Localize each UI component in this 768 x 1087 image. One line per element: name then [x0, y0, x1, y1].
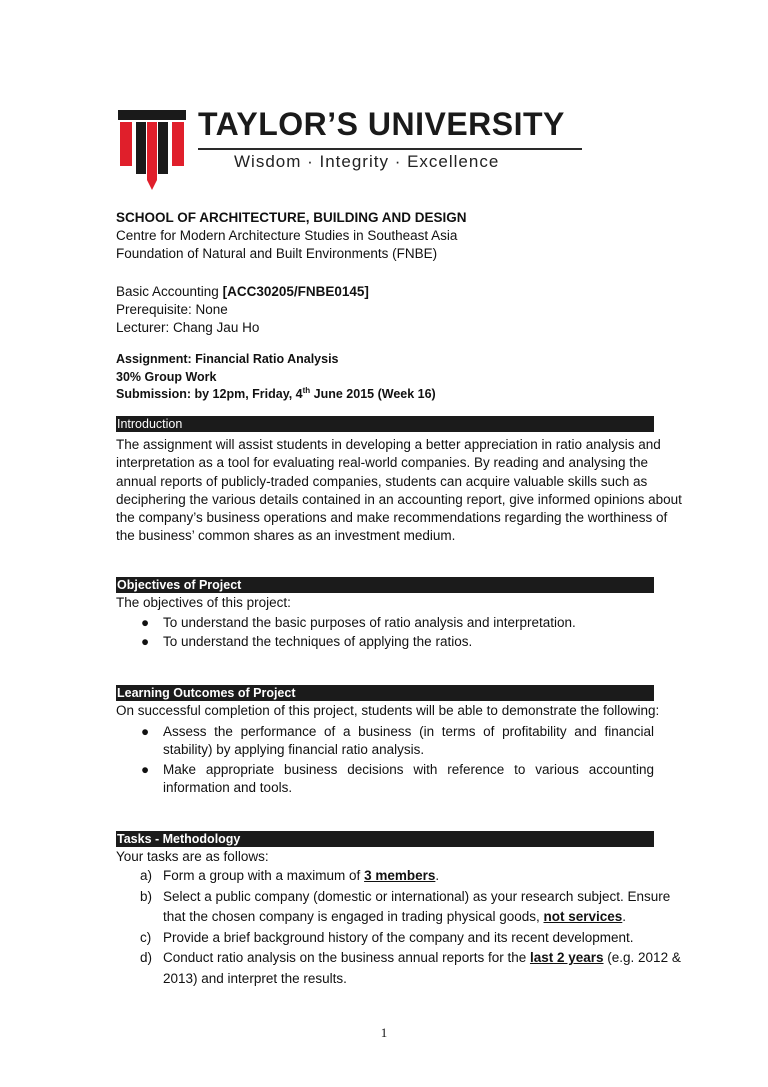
bullet-icon: ● [141, 634, 150, 649]
list-item: c) Provide a brief background history of the company and its recent development. [140, 929, 634, 945]
bullet-icon: ● [141, 761, 150, 777]
outcomes-intro: On successful completion of this project, students will be able to demonstrate the following: [116, 703, 660, 718]
introduction-heading: Introduction [116, 416, 654, 432]
school-header [116, 209, 654, 263]
intro-line: deciphering the various details contained in an accounting report, give informed opinions about [116, 491, 682, 507]
university-motto: Wisdom · Integrity · Excellence [234, 152, 500, 171]
list-item: d) Conduct ratio analysis on the business annual reports for the last 2 years (e.g. 2012 & 2013) and interpret the results. [140, 950, 681, 986]
list-item: b) Select a public company (domestic or international) as your research subject. Ensure that the chosen company is engaged in trading physical goods, not services. [140, 888, 671, 924]
submission-deadline: Submission: by 12pm, Friday, 4th June 2015 (Week 16) [116, 385, 436, 401]
university-logo [118, 106, 588, 192]
list-item: ● Assess the performance of a business (in terms of profitability and financial stability) by applying financial ratio analysis. [141, 723, 654, 757]
intro-line: annual reports of publicly-traded companies, students can acquire valuable skills such as [116, 473, 648, 489]
assignment-weight: 30% Group Work [116, 369, 217, 384]
learning-outcomes-section [116, 702, 660, 798]
course-info [116, 283, 654, 337]
list-item: ● To understand the basic purposes of ratio analysis and interpretation. [116, 614, 654, 633]
tasks-heading: Tasks - Methodology [116, 831, 654, 847]
university-crest-icon [118, 110, 186, 190]
objectives-section [116, 594, 654, 652]
assignment-info [116, 351, 654, 404]
bullet-icon: ● [141, 723, 150, 739]
intro-line: the company’s business operations and make recommendations regarding the worthiness of [116, 510, 668, 526]
university-name: TAYLOR’S UNIVERSITY [198, 106, 565, 142]
objectives-heading: Objectives of Project [116, 577, 654, 593]
bullet-icon: ● [141, 614, 150, 630]
list-item: ● Make appropriate business decisions with reference to various accounting information and tools. [141, 761, 654, 795]
introduction-text [116, 436, 682, 546]
assignment-title: Assignment: Financial Ratio Analysis [116, 352, 339, 366]
list-item: ● To understand the techniques of applying the ratios. [116, 633, 654, 652]
foundation-name: Foundation of Natural and Built Environments (FNBE) [116, 246, 438, 261]
page-number: 1 [380, 1025, 388, 1040]
intro-line: interpretation as a tool for evaluating real-world companies. By reading and analysing the [116, 455, 649, 471]
centre-name: Centre for Modern Architecture Studies in Southeast Asia [116, 228, 458, 243]
learning-outcomes-heading: Learning Outcomes of Project [116, 685, 654, 701]
objectives-intro: The objectives of this project: [116, 595, 291, 610]
prerequisite: Prerequisite: None [116, 302, 228, 317]
course-code: [ACC30205/FNBE0145] [222, 284, 369, 299]
course-name: Basic Accounting [116, 284, 223, 299]
intro-line: the business’ common shares as an investment medium. [116, 528, 456, 544]
school-name: SCHOOL OF ARCHITECTURE, BUILDING AND DESIGN [116, 210, 467, 225]
logo-divider [198, 148, 582, 150]
lecturer: Lecturer: Chang Jau Ho [116, 320, 260, 335]
intro-line: The assignment will assist students in developing a better appreciation in ratio analysis and [116, 437, 661, 452]
list-item: a) Form a group with a maximum of 3 members. [140, 868, 440, 883]
tasks-section [116, 848, 681, 989]
tasks-intro: Your tasks are as follows: [116, 849, 269, 864]
course-line [116, 283, 654, 301]
